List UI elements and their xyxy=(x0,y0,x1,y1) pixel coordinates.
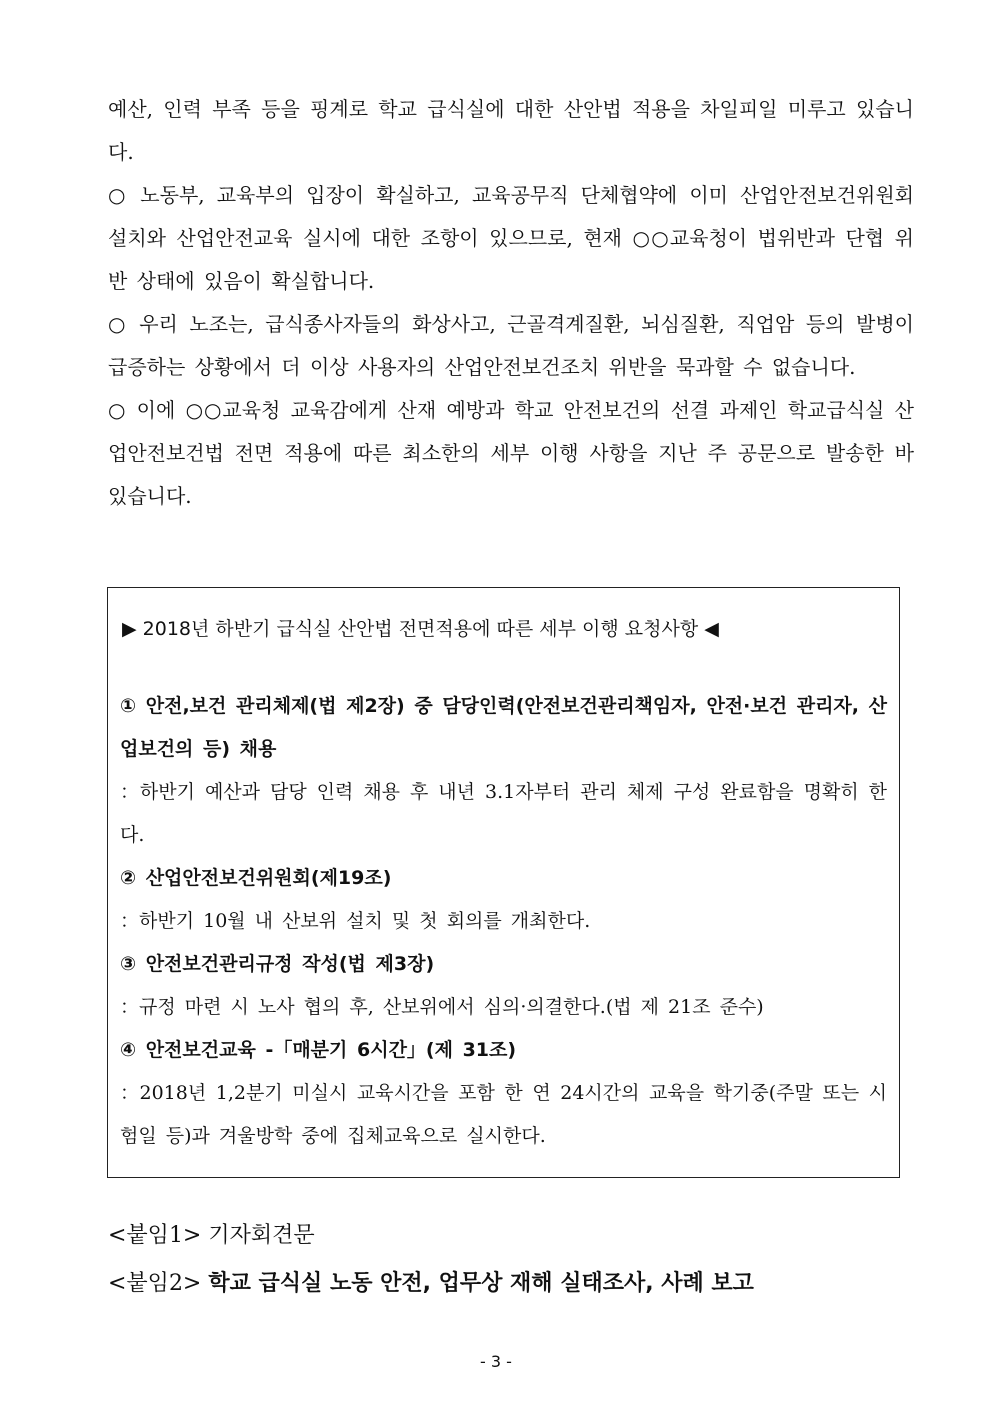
item-heading: ③ 안전보건관리규정 작성(법 제3장) xyxy=(120,953,435,975)
body-text xyxy=(108,88,914,518)
paragraph: 예산, 인력 부족 등을 핑계로 학교 급식실에 대한 산안법 적용을 차일피일 미루고 있습니다. xyxy=(108,97,914,164)
request-box xyxy=(107,587,900,1178)
item-body: ：규정 마련 시 노사 협의 후, 산보위에서 심의·의결한다.(법 제 21조 준수) xyxy=(120,996,764,1018)
item-body: ：하반기 10월 내 산보위 설치 및 첫 회의를 개최한다. xyxy=(120,910,591,932)
box-title: ▶ 2018년 하반기 급식실 산안법 전면적용에 따른 세부 이행 요청사항 ◀ xyxy=(122,618,719,640)
paragraph: ○ 우리 노조는, 급식종사자들의 화상사고, 근골격계질환, 뇌심질환, 직업암 등의 발병이 급증하는 상황에서 더 이상 사용자의 산업안전보건조치 위반을 묵과할 수 없습니다. xyxy=(108,312,914,379)
item-heading: ② 산업안전보건위원회(제19조) xyxy=(120,867,392,889)
attachment-2 xyxy=(108,1266,754,1297)
attachment-title: 학교 급식실 노동 안전, 업무상 재해 실태조사, 사례 보고 xyxy=(208,1271,754,1296)
paragraph: ○ 이에 ○○교육청 교육감에게 산재 예방과 학교 안전보건의 선결 과제인 학교급식실 산업안전보건법 전면 적용에 따른 최소한의 세부 이행 사항을 지난 주 공문으로 발송한 바 있습니다. xyxy=(108,398,914,508)
paragraph: ○ 노동부, 교육부의 입장이 확실하고, 교육공무직 단체협약에 이미 산업안전보건위원회 설치와 산업안전교육 실시에 대한 조항이 있으므로, 현재 ○○교육청이 법위반과 단협 위반 상태에 있음이 확실합니다. xyxy=(108,183,914,293)
item-body: ：하반기 예산과 담당 인력 채용 후 내년 3.1자부터 관리 체제 구성 완료함을 명확히 한다. xyxy=(120,781,887,846)
attachment-title: 기자회견문 xyxy=(208,1223,315,1248)
item-heading: ④ 안전보건교육 -「매분기 6시간」(제 31조) xyxy=(120,1039,517,1061)
attachment-label: <붙임1> xyxy=(108,1223,202,1248)
item-heading: ① 안전,보건 관리체제(법 제2장) 중 담당인력(안전보건관리책임자, 안전·보건 관리자, 산업보건의 등) 채용 xyxy=(120,695,887,760)
attachment-1 xyxy=(108,1218,315,1249)
page-number: - 3 - xyxy=(480,1352,512,1371)
attachment-label: <붙임2> xyxy=(108,1271,202,1296)
item-body: ：2018년 1,2분기 미실시 교육시간을 포함 한 연 24시간의 교육을 학기중(주말 또는 시험일 등)과 겨울방학 중에 집체교육으로 실시한다. xyxy=(120,1082,887,1147)
